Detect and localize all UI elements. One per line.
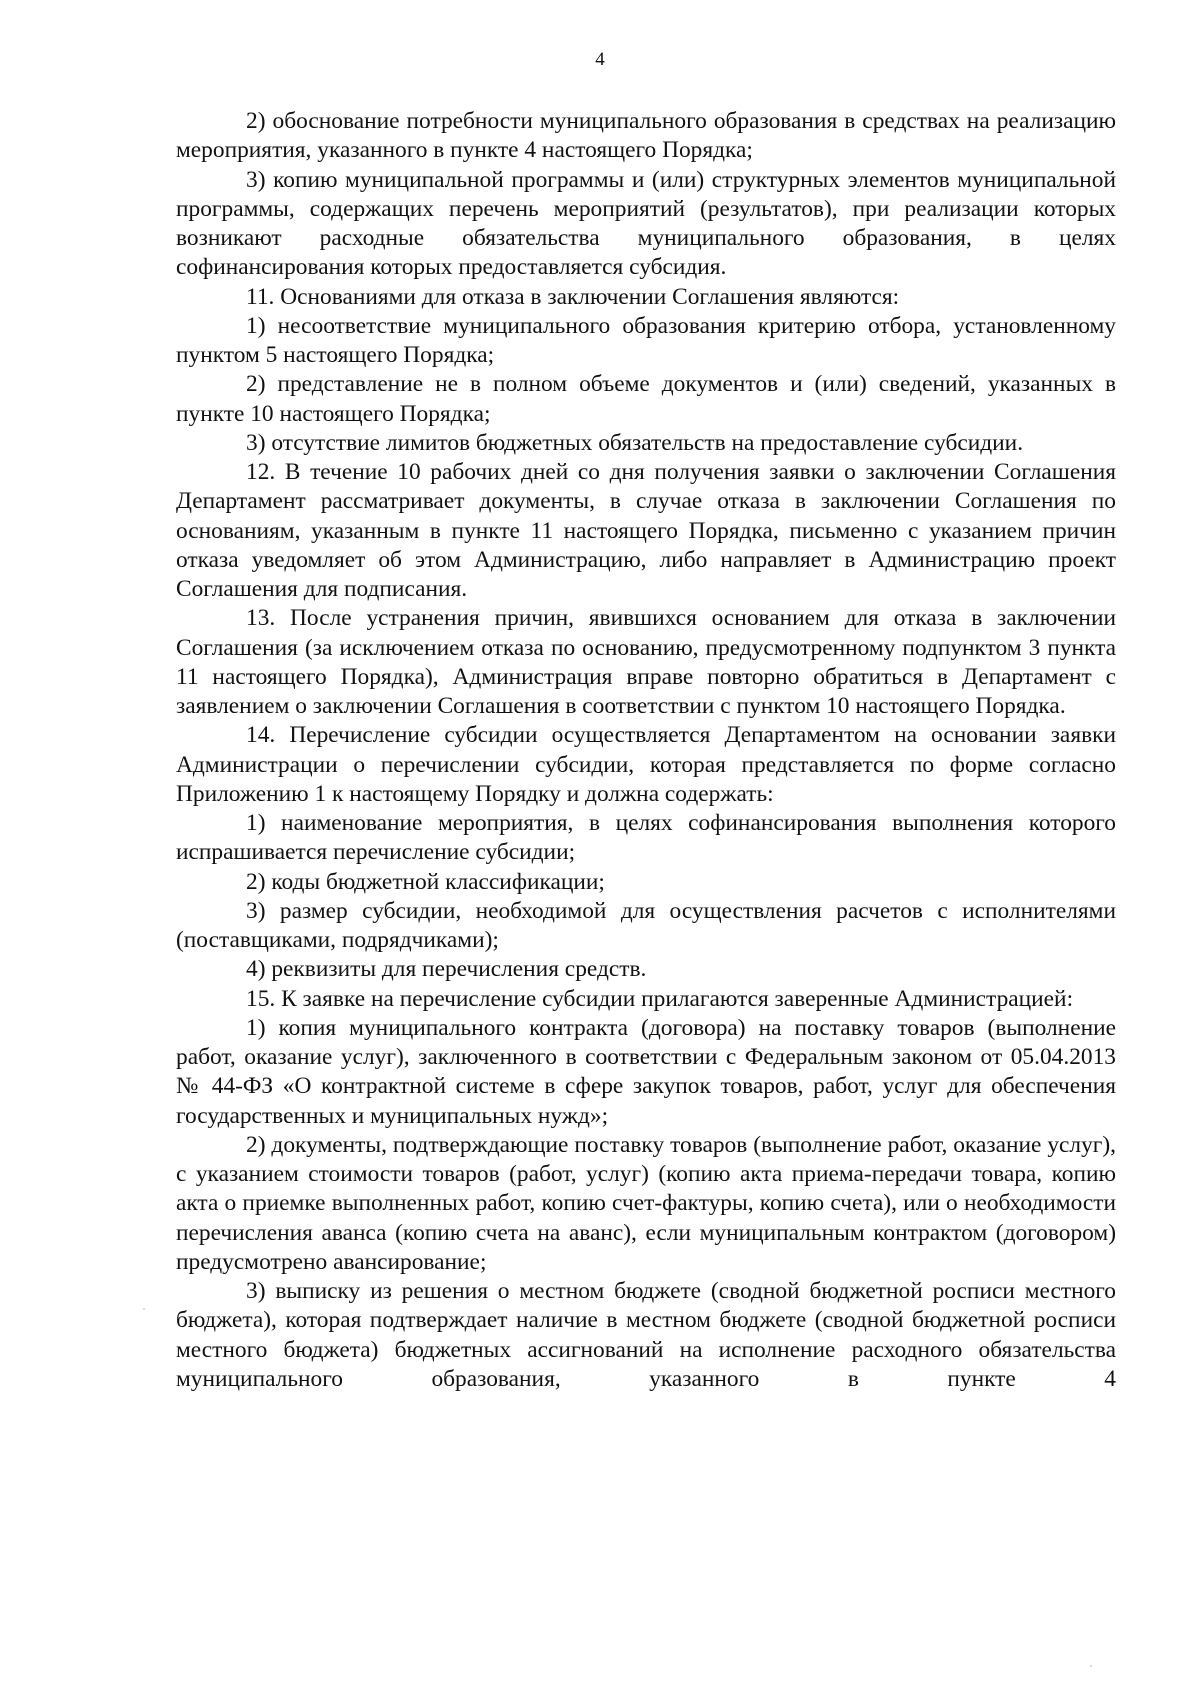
scan-speck [1090, 1665, 1092, 1667]
paragraph: 2) документы, подтверждающие поставку товаров (выполнение работ, оказание услуг), с указанием стоимости товаров (работ, услуг) (копию акта приема-передачи товара, копию акта о приемке выполненных работ, копию счет-фактуры, копию счета), или о необходимости перечисления аванса (копию счета на аванс), если муниципальным контрактом (договором) предусмотрено авансирование; [176, 1131, 1116, 1275]
paragraph: 3) копию муниципальной программы и (или) структурных элементов муниципальной программы, содержащих перечень мероприятий (результатов), при реализации которых возникают расходные обязательства муниципального образования, в целях софинансирования которых предоставляется субсидия. [176, 166, 1116, 281]
document-body [176, 107, 1116, 1394]
paragraph: 12. В течение 10 рабочих дней со дня получения заявки о заключении Соглашения Департамент рассматривает документы, в случае отказа в заключении Соглашения по основаниям, указанным в пункте 11 настоящего Порядка, письменно с указанием причин отказа уведомляет об этом Администрацию, либо направляет в Администрацию проект Соглашения для подписания. [176, 459, 1116, 602]
paragraph: 1) копия муниципального контракта (договора) на поставку товаров (выполнение работ, оказание услуг), заключенного в соответствии с Федеральным законом от 05.04.2013 № 44-ФЗ «О контрактной системе в сфере закупок товаров, работ, услуг для обеспечения государственных и муниципальных нужд»; [176, 1014, 1116, 1129]
paragraph: 15. К заявке на перечисление субсидии прилагаются заверенные Администрацией: [246, 985, 1074, 1012]
paragraph: 2) обоснование потребности муниципального образования в средствах на реализацию мероприятия, указанного в пункте 4 настоящего Порядка; [176, 108, 1116, 164]
paragraph: 1) наименование мероприятия, в целях софинансирования выполнения которого испрашивается перечисление субсидии; [176, 810, 1116, 866]
paragraph: 3) выписку из решения о местном бюджете (сводной бюджетной росписи местного бюджета), которая подтверждает наличие в местном бюджете (сводной бюджетной росписи местного бюджета) бюджетных ассигнований на исполнение расходного обязательства муниципального образования, указанного в пункте 4 [176, 1278, 1116, 1392]
paragraph: 2) коды бюджетной классификации; [246, 868, 605, 895]
paragraph: 13. После устранения причин, явившихся основанием для отказа в заключении Соглашения (за исключением отказа по основанию, предусмотренному подпунктом 3 пункта 11 настоящего Порядка), Администрация вправе повторно обратиться в Департамент с заявлением о заключении Соглашения в соответствии с пунктом 10 настоящего Порядка. [176, 605, 1116, 719]
paragraph: 4) реквизиты для перечисления средств. [246, 956, 647, 983]
paragraph: 3) размер субсидии, необходимой для осуществления расчетов с исполнителями (поставщиками, подрядчиками); [176, 897, 1116, 953]
paragraph: 14. Перечисление субсидии осуществляется Департаментом на основании заявки Администрации о перечислении субсидии, которая представляется по форме согласно Приложению 1 к настоящему Порядку и должна содержать: [176, 722, 1116, 807]
scan-speck [143, 1308, 145, 1310]
paragraph: 3) отсутствие лимитов бюджетных обязательств на предоставление субсидии. [246, 429, 1024, 456]
paragraph: 11. Основаниями для отказа в заключении Соглашения являются: [246, 283, 900, 310]
page-number: 4 [595, 49, 605, 70]
paragraph: 1) несоответствие муниципального образования критерию отбора, установленному пунктом 5 настоящего Порядка; [176, 312, 1116, 368]
paragraph: 2) представление не в полном объеме документов и (или) сведений, указанных в пункте 10 настоящего Порядка; [176, 371, 1116, 427]
